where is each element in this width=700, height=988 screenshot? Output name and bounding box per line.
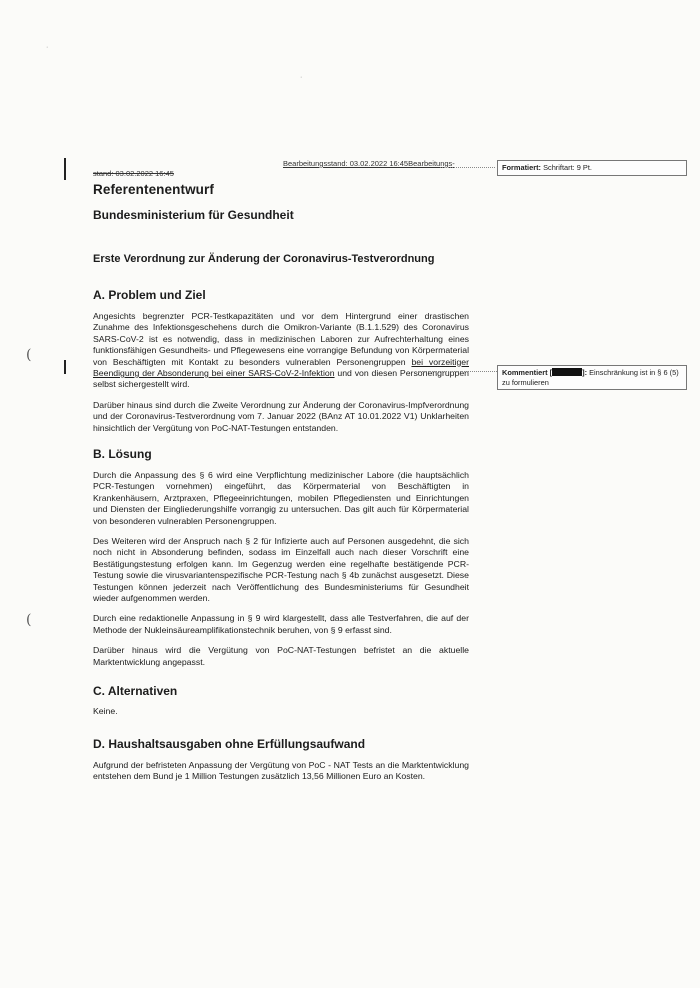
section-a-body	[93, 311, 469, 443]
review-comment-text: Einschränkung ist in § 6 (5) zu formulieren	[502, 368, 679, 387]
comment-connector	[418, 371, 497, 372]
section-d-paragraph-1: Aufgrund der befristeten Anpassung der Vergütung von PoC - NAT Tests an die Marktentwicklung entstehen dem Bund je 1 Million Testungen zusätzlich 13,56 Millionen Euro an Kosten.	[93, 760, 469, 782]
scan-speck: ·	[46, 44, 49, 51]
section-c-body	[93, 706, 469, 726]
revision-stand-old: stand: 03.02.2022 16:45	[93, 169, 174, 178]
section-heading-c: C. Alternativen	[93, 684, 178, 698]
change-bar	[64, 360, 66, 374]
inserted-text: bei vorzeitiger Beendigung der Absonderung bei einer SARS-CoV-2-Infektion	[93, 356, 469, 379]
section-d-body	[93, 760, 469, 792]
margin-mark: (	[26, 347, 32, 363]
section-heading-a: A. Problem und Ziel	[93, 288, 206, 302]
section-b-paragraph-2: Des Weiteren wird der Anspruch nach § 2 für Infizierte auch auf Personen ausgedehnt, die sich noch nicht in Absonderung befinden, sodass im Einzelfall auch nach dieser Vorschrift eine Bestätigungstestung erfolgen kann. Im Gegenzug werden eine regelhafte bestätigende PCR-Testung sowie die virusvariantenspezifische PCR-Testung nach § 4b zunächst ausgesetzt. Diese Testungen können jederzeit nach Veröffentlichung des Bundesministeriums für Gesundheit wieder aufgenommen werden.	[93, 536, 469, 604]
scan-speck: ·	[300, 74, 303, 81]
review-comment[interactable]: Kommentiert [ ]: Einschränkung ist in § 6 (5) zu formulieren	[497, 365, 687, 390]
section-b-paragraph-4: Darüber hinaus wird die Vergütung von PoC-NAT-Testungen befristet an die aktuelle Marktentwicklung angepasst.	[93, 645, 469, 667]
margin-mark: (	[26, 612, 32, 628]
format-comment-label: Formatiert:	[502, 163, 542, 172]
ministry-name: Bundesministerium für Gesundheit	[93, 208, 294, 222]
redaction-block	[552, 368, 582, 376]
change-bar	[64, 158, 66, 180]
format-comment-text: Schriftart: 9 Pt.	[541, 163, 592, 172]
section-b-paragraph-1: Durch die Anpassung des § 6 wird eine Verpflichtung medizinischer Labore (die hauptsächlich PCR-Testungen vornehmen) eingeführt, das Körpermaterial von Beschäftigten in Krankenhäusern, Arztpraxen, Pflegeeinrichtungen, mobilen Pflegediensten und Einrichtungen und Diensten der Eingliederungshilfe vorrangig zu untersuchen. Das gilt auch für Körpermaterial von besonderen vulnerablen Personengruppen.	[93, 470, 469, 526]
section-a-paragraph-2: Darüber hinaus sind durch die Zweite Verordnung zur Änderung der Coronavirus-Impfverordnung und der Coronavirus-Testverordnung vom 7. Januar 2022 (BAnz AT 10.01.2022 V1) Unklarheiten hinsichtlich der Vergütung von PoC-NAT-Testungen entstanden.	[93, 399, 469, 433]
section-a-paragraph-1: Angesichts begrenzter PCR-Testkapazitäten und vor dem Hintergrund einer drastischen Zunahme des Infektionsgeschehens durch die Omikron-Variante (B.1.1.529) des Coronavirus SARS-CoV-2 ist es notwendig, dass in medizinischen Laboren zur Aufrechterhaltung eines funktionsfähigen Gesundheits- und Pflegewesens eine vorrangige Befundung von Körpermaterial von Beschäftigten mit Kontakt zu besonders vulnerablen Personengruppen bei vorzeitiger Beendigung der Absonderung bei einer SARS-CoV-2-Infektion und von diesen Personengruppen selbst sichergestellt wird.	[93, 311, 470, 390]
review-comment-label: Kommentiert [	[502, 368, 553, 377]
document-title: Referentenentwurf	[93, 182, 214, 197]
section-heading-b: B. Lösung	[93, 447, 152, 461]
section-heading-d: D. Haushaltsausgaben ohne Erfüllungsaufwand	[93, 737, 366, 751]
revision-bearbeitungsstand: Bearbeitungsstand: 03.02.2022 16:45Bearbeitungs-	[283, 159, 455, 168]
regulation-title: Erste Verordnung zur Änderung der Coronavirus-Testverordnung	[93, 253, 435, 265]
comment-connector	[440, 167, 495, 168]
section-c-paragraph-1: Keine.	[93, 706, 118, 716]
section-b-paragraph-3: Durch eine redaktionelle Anpassung in § 9 wird klargestellt, dass alle Testverfahren, die auf der Methode der Nukleinsäureamplifikationstechnik beruhen, von § 9 erfasst sind.	[93, 613, 469, 635]
section-b-body	[93, 470, 469, 677]
format-comment[interactable]	[497, 160, 687, 176]
